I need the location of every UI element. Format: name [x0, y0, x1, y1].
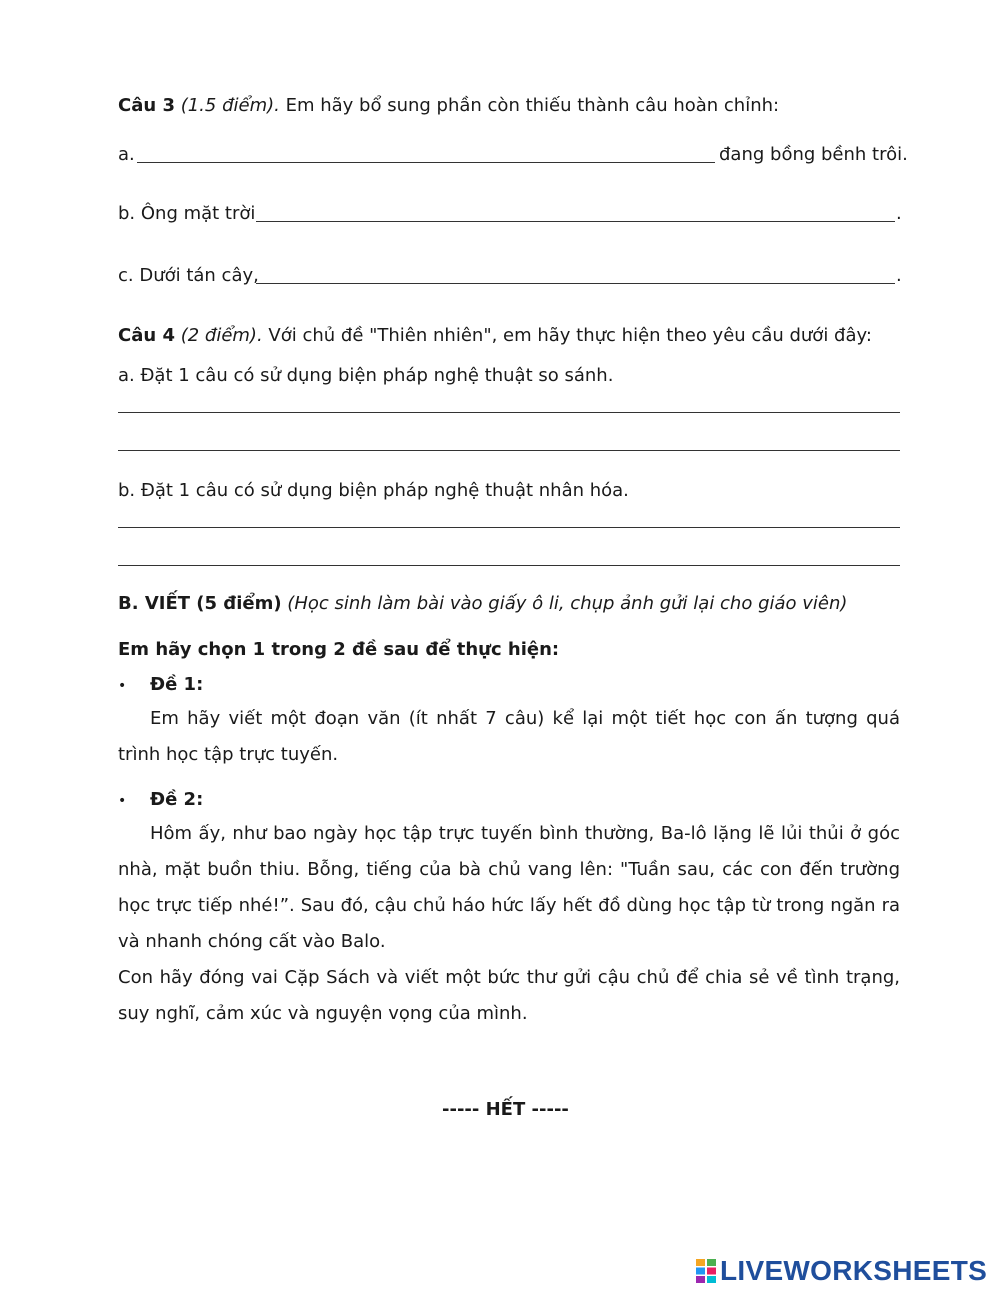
q4-a-text: a. Đặt 1 câu có sử dụng biện pháp nghệ thuật so sánh.	[118, 365, 614, 386]
writing-instruction: Em hãy chọn 1 trong 2 đề sau để thực hiện:	[118, 639, 560, 660]
q4-a-answer-line-2[interactable]	[118, 450, 900, 451]
q4-b-text: b. Đặt 1 câu có sử dụng biện pháp nghệ thuật nhân hóa.	[118, 480, 629, 501]
bullet-topic-2: •	[118, 793, 127, 809]
q3-label: Câu 3	[118, 95, 175, 116]
q3-b-suffix: .	[896, 203, 902, 224]
end-mark: ----- HẾT -----	[442, 1099, 569, 1120]
q3-c-blank[interactable]	[256, 283, 895, 284]
topic2-task: Con hãy đóng vai Cặp Sách và viết một bức thư gửi cậu chủ để chia sẻ về tình trạng, suy nghĩ, cảm xúc và nguyện vọng của mình.	[118, 967, 900, 1024]
q4-a-answer-line-1[interactable]	[118, 412, 900, 413]
liveworksheets-logo-text: LIVEWORKSHEETS	[720, 1255, 988, 1286]
q4-b-answer-line-1[interactable]	[118, 527, 900, 528]
q3-a-blank[interactable]	[137, 162, 715, 163]
q3-c-suffix: .	[896, 265, 902, 286]
topic1-text: Em hãy viết một đoạn văn (ít nhất 7 câu) kể lại một tiết học con ấn tượng quá trình học tập trực tuyến.	[118, 708, 900, 765]
q3-c-prefix: c. Dưới tán cây,	[118, 265, 259, 286]
q4-points: (2 điểm).	[180, 325, 263, 346]
q3-b-prefix: b. Ông mặt trời	[118, 203, 256, 224]
writing-heading	[118, 592, 847, 616]
liveworksheets-logo	[696, 1254, 987, 1288]
topic2-text: Hôm ấy, như bao ngày học tập trực tuyến bình thường, Ba-lô lặng lẽ lủi thủi ở góc nhà, mặt buồn thiu. Bỗng, tiếng của bà chủ vang lên: "Tuần sau, các con đến trường học trực tiếp nhé!”. Sau đó, cậu chủ háo hức lấy hết đồ dùng học tập từ trong ngăn ra và nhanh chóng cất vào Balo.	[118, 823, 900, 952]
q3-heading	[118, 94, 779, 118]
q4-label: Câu 4	[118, 325, 175, 346]
q3-b-blank[interactable]	[256, 221, 895, 222]
liveworksheets-logo-icon	[696, 1259, 716, 1283]
topic2-label: Đề 2:	[150, 789, 204, 810]
bullet-topic-1: •	[118, 678, 127, 694]
writing-title: B. VIẾT (5 điểm)	[118, 593, 282, 614]
q3-a-suffix: đang bồng bềnh trôi.	[719, 144, 908, 165]
q4-prompt: Với chủ đề "Thiên nhiên", em hãy thực hiện theo yêu cầu dưới đây:	[268, 325, 872, 346]
writing-note: (Học sinh làm bài vào giấy ô li, chụp ảnh gửi lại cho giáo viên)	[287, 593, 848, 614]
q4-heading	[118, 324, 872, 348]
topic1-label: Đề 1:	[150, 674, 204, 695]
q3-points: (1.5 điểm).	[180, 95, 280, 116]
q3-prompt: Em hãy bổ sung phần còn thiếu thành câu hoàn chỉnh:	[285, 95, 780, 116]
q4-b-answer-line-2[interactable]	[118, 565, 900, 566]
q3-a-prefix: a.	[118, 144, 135, 165]
